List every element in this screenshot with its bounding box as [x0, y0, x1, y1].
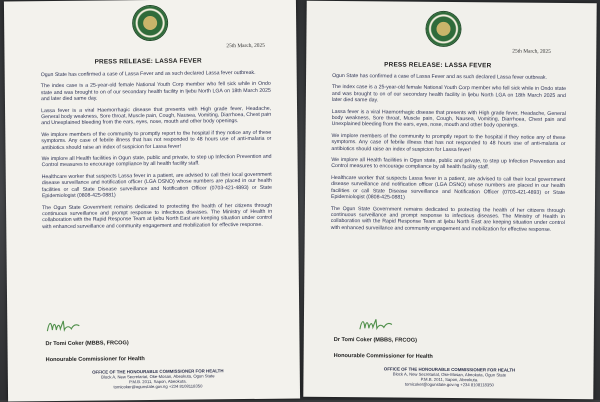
- paragraph: We implore all Health facilities in Ogun state, public and private, to step up Infection Prevention and Control measures to encourage compliance by all health facility staff.: [331, 157, 566, 171]
- paragraph: The index case is a 25-year-old female National Youth Corp member who fell sick while in Ondo state and was brought to on of our secondary health facility in Ijebu North LGA on 18th March 2025 and later died same day.: [331, 84, 566, 104]
- paragraph: Healthcare worker that suspects Lassa fever in a patient, are advised to call their local government disease surveillance and notification officer (LGA DSNO) whose numbers are placed in our health facilities or call State Disease surveillance and Notification Officer (0703-421-4893) or State Epidemiologist (0808-425-0881): [41, 171, 272, 200]
- document-page-right: [303, 1, 596, 400]
- press-release-date: 25th March, 2025: [226, 42, 265, 50]
- press-release-title: PRESS RELEASE: LASSA FEVER: [384, 61, 492, 70]
- paragraph: The index case is a 25-year-old female National Youth Corp member who fell sick while in Ondo state and was brought to on of our secondary health facility in Ijebu North LGA on 18th March 2025 and later died same day.: [40, 81, 271, 103]
- paragraph: The Ogun State Government remains dedicated to protecting the health of her citizens through continuous surveillance and prompt response to infectious diseases. The Ministry of Health in collaboration with the Rapid Response Team at Ijebu North East are keeping situation under control with enhanced surveillance and community engagement and mobilization for effective response.: [330, 205, 565, 233]
- paragraph: We implore members of the community to promptly report to the hospital if they notice any of these symptoms. Any case of febrile illness that has not responded to 48 hours use of anti-malaria or antibiotics should raise an index of suspicion for Lassa fever!: [331, 132, 566, 153]
- office-address-line: Block A, New Secretariat, Oke-Mosan, Abeokuta, Ogun State: [101, 373, 215, 380]
- signature-icon: [358, 315, 394, 333]
- state-seal-icon: [133, 6, 167, 40]
- office-contact: tomicoker@ogunstate.gov.ng +234 8108118350: [404, 381, 494, 388]
- office-title: OFFICE OF THE HONOURABLE COMMISSIONER FOR HEALTH: [92, 368, 224, 375]
- press-release-title: PRESS RELEASE: LASSA FEVER: [94, 57, 202, 66]
- paragraph: We implore members of the community to promptly report to the hospital if they notice any of these symptoms. Any case of febrile illness that has not responded to 48 hours use of anti-malaria or antibiotics should raise an index of suspicion for Lassa fever!: [41, 129, 272, 151]
- signer-name: Dr Tomi Coker (MBBS, FRCOG): [333, 336, 417, 344]
- office-footer: [339, 366, 559, 388]
- paragraph: Ogun State has confirmed a case of Lassa Fever and as such declared Lassa fever outbreak.: [40, 69, 256, 79]
- paragraph: Lassa fever is a viral Haemorrhagic disease that presents with High grade fever, Headache, General body weakness, Sore throat, Muscle pain, Cough, Nausea, Vomiting, Diarrhoea, Chest pain and Unexplained bleeding from the ears, eyes, nose, mouth and other body openings.: [331, 108, 566, 130]
- office-address-line: P.M.B. 2011, Sapon, Abeokuta.: [129, 378, 187, 385]
- press-release-body: [41, 70, 273, 236]
- state-seal-icon: [426, 12, 460, 46]
- office-footer: [48, 368, 268, 390]
- document-page-left: [4, 0, 300, 402]
- paragraph: Ogun State has confirmed a case of Lassa Fever and as such declared Lassa fever outbreak.: [332, 72, 547, 81]
- paragraph: Lassa fever is a viral Haemorrhagic disease that presents with High grade fever, Headache, General body weakness, Sore throat, Muscle pain, Cough, Nausea, Vomiting, Diarrhoea, Chest pain and Unexplained bleeding from the ears, eyes, nose, mouth and other body openings.: [41, 105, 272, 127]
- press-release-body: [331, 73, 566, 238]
- press-release-date: 25th March, 2025: [512, 48, 551, 55]
- signer-name: Dr Tomi Coker (MBBS, FRCOG): [45, 340, 129, 348]
- paragraph: Healthcare worker that suspects Lassa fever in a patient, are advised to call their local government disease surveillance and notification officer (LGA DSNO) whose numbers are placed in our health facilities or call State Disease surveillance and Notification Officer (0703-421-4893) or State Epidemiologist (0808-425-0881): [330, 174, 566, 201]
- signature-icon: [45, 317, 81, 335]
- office-address-line: Block A, New Secretariat, Oke-Mosan, Abeokuta, Ogun State: [392, 371, 507, 378]
- office-title: OFFICE OF THE HONOURABLE COMMISSIONER FOR HEALTH: [383, 366, 516, 373]
- paragraph: We implore all Health facilities in Ogun state, public and private, to step up Infection Prevention and Control measures to encourage compliance by all health facility staff.: [41, 153, 272, 169]
- paragraph: The Ogun State Government remains dedicated to protecting the health of her citizens through continuous surveillance and prompt response to infectious diseases. The Ministry of Health in collaboration with the Rapid Response Team at Ijebu North East are keeping situation under control with enhanced surveillance and community engagement and mobilization for effective response.: [42, 202, 273, 230]
- office-address-line: P.M.B. 2011, Sapon, Abeokuta.: [420, 376, 479, 383]
- signer-role: Honourable Commissioner for Health: [45, 356, 145, 364]
- office-contact: tomicoker@ogunstate.gov.ng +234 8108118350: [113, 383, 203, 390]
- signer-role: Honourable Commissioner for Health: [333, 352, 433, 360]
